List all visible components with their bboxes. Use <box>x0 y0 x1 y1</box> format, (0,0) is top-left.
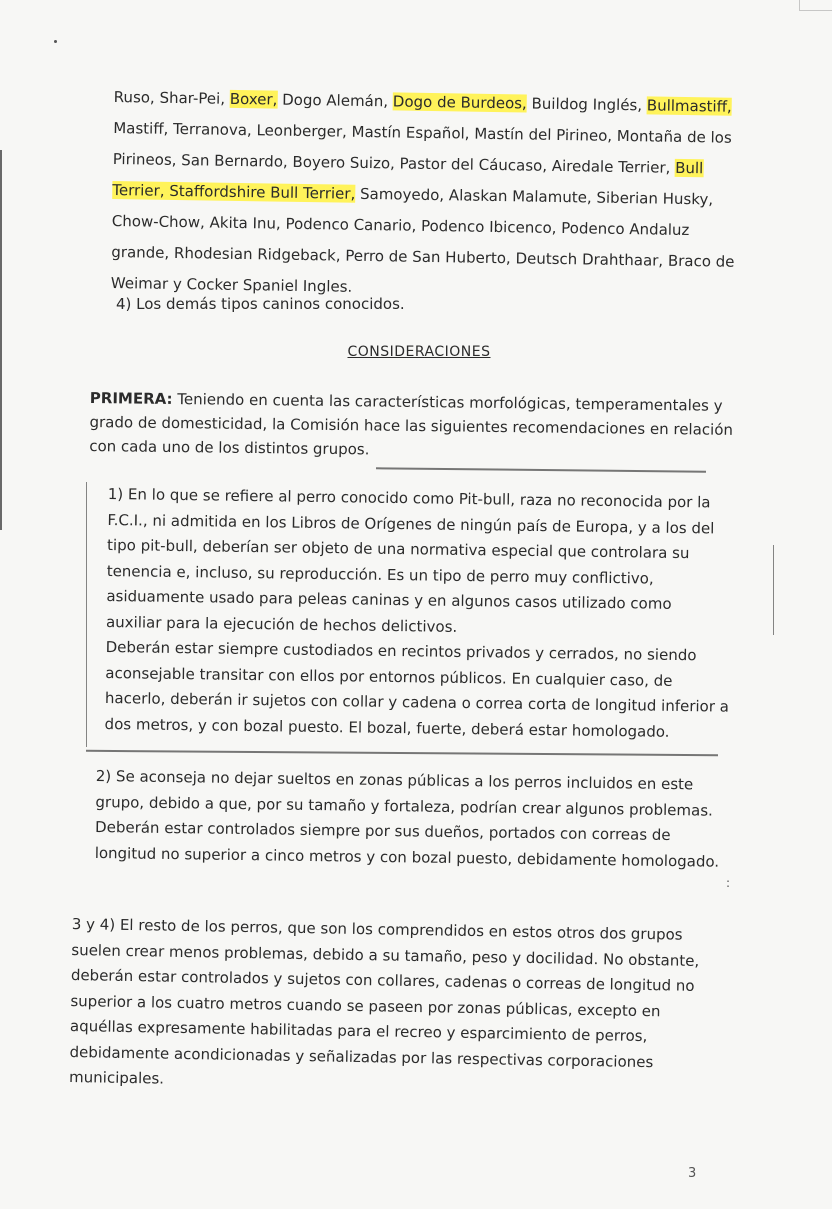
primera-label: PRIMERA: <box>89 388 173 409</box>
primera-text: Teniendo en cuenta las características morfológicas, temperamentales y grado de domesticidad, la Comisión hace las siguientes recomendaciones en relación con cada uno de los distintos grupos. <box>89 390 734 459</box>
highlighted-breed: Dogo de Burdeos, <box>392 92 527 113</box>
breed-list-text: Buildog Inglés, <box>526 94 648 115</box>
margin-mark: : <box>726 876 731 890</box>
section-title: CONSIDERACIONES <box>347 344 491 360</box>
recommendation-1 <box>104 482 731 746</box>
page-corner-mark <box>799 0 832 11</box>
recommendation-1-custody: Deberán estar siempre custodiados en recintos privados y cerrados, no siendo aconsejable transitar con ellos por entornos públicos. En cualquier caso, de hacerlo, deberán ir sujetos con collar y cadena o correa corta de longitud inferior a dos metros, y con bozal puesto. El bozal, fuerte, deberá estar homologado. <box>104 637 730 741</box>
breed-list-text: Ruso, Shar-Pei, <box>113 87 230 108</box>
breed-list-paragraph <box>111 82 750 309</box>
recommendation-2: 2) Se aconseja no dejar sueltos en zonas públicas a los perros incluidos en este grupo, debido a que, por su tamaño y fortaleza, podrían crear algunos problemas. Deberán estar controlados siempre por sus dueños, portados con correas de longitud no superior a cinco metros y con bozal puesto, debidamente homologado. <box>94 766 720 871</box>
breed-list-text: Mastiff, Terranova, Leonberger, Mastín Español, Mastín del Pirineo, Montaña de los Pirineos, San Bernardo, Boyero Suizo, Pastor del Cáucaso, Airedale Terrier, <box>112 118 732 177</box>
handdrawn-box-right <box>773 545 774 635</box>
handdrawn-box-bottom <box>86 750 718 756</box>
highlighted-breed: Bull Terrier, Staffordshire Bull Terrier, <box>112 158 704 203</box>
primera-paragraph <box>89 386 738 466</box>
recommendation-3-4: 3 y 4) El resto de los perros, que son los comprendidos en estos otros dos grupos suelen crear menos problemas, debido a su tamaño, peso y docilidad. No obstante, deberán estar controlados y sujetos con collares, cadenas o correas de longitud no superior a los cuatro metros cuando se paseen por zonas públicas, excepto en aquéllas expresamente habilitadas para el recreo y esparcimiento de perros, debidamente acondicionadas y señalizadas por las respectivas corporaciones municipales. <box>68 914 700 1088</box>
scan-speck <box>54 40 57 43</box>
binder-margin-line <box>0 150 2 530</box>
handdrawn-box-left <box>86 482 87 747</box>
highlighted-breed: Bullmastiff, <box>646 96 732 116</box>
handdrawn-box-top <box>376 467 706 472</box>
page-number: 3 <box>688 1166 697 1181</box>
highlighted-breed: Boxer, <box>229 89 278 109</box>
breed-list-text: Dogo Alemán, <box>277 90 394 111</box>
recommendation-1-text: 1) En lo que se refiere al perro conocido como Pit-bull, raza no reconocida por la F.C.I., ni admitida en los Libros de Orígenes de ningún país de Europa, y a los del tipo pit-bull, deberían ser objeto de una normativa especial que controlara su tenencia e, incluso, su reproducción. Es un tipo de perro muy conflictivo, asiduamente usado para peleas caninas y en algunos casos utilizado como auxiliar para la ejecución de hechos delictivos. <box>105 484 715 636</box>
breed-list-text: Samoyedo, Alaskan Malamute, Siberian Husky, Chow-Chow, Akita Inu, Podenco Canario, Podenco Ibicenco, Podenco Andaluz grande, Rhodesian Ridgeback, Perro de San Huberto, Deutsch Drahthaar, Braco de Weimar y Cocker Spaniel Ingles. <box>110 184 735 296</box>
group-4-item: 4) Los demás tipos caninos conocidos. <box>116 295 405 313</box>
